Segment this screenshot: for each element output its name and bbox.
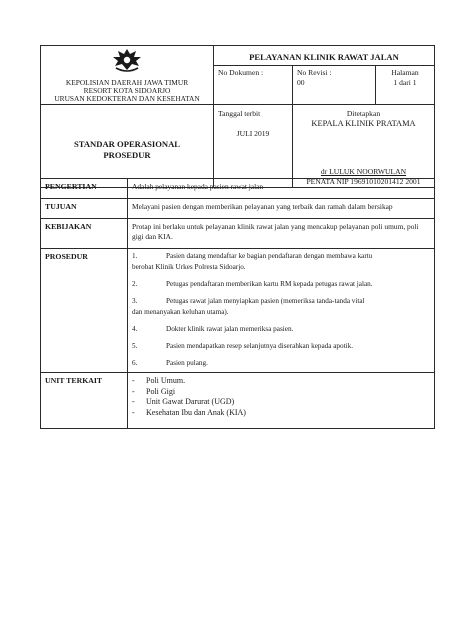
no-revisi-label: No Revisi : [297, 68, 332, 78]
list-item: - Unit Gawat Darurat (UGD) [132, 397, 235, 406]
police-emblem-icon [41, 48, 213, 77]
procedure-step-text: Petugas pendaftaran memberikan kartu RM kepada petugas rawat jalan. [166, 280, 373, 288]
procedure-step: 2. Petugas pendaftaran memberikan kartu RM kepada petugas rawat jalan. [132, 279, 430, 290]
procedure-step-text: Pasien datang mendaftar ke bagian pendaftaran dengan membawa kartu [166, 252, 373, 260]
procedure-step-text: Petugas rawat jalan menyiapkan pasien (memeriksa tanda-tanda vital [166, 297, 365, 305]
tanggal-terbit-label: Tanggal terbit [218, 108, 261, 118]
no-revisi-cell [293, 66, 376, 104]
no-dokumen-cell [214, 66, 293, 104]
procedure-step-continuation: berobat Klinik Urkes Polresta Sidoarjo. [132, 263, 246, 271]
procedure-step-text: Dokter klinik rawat jalan memeriksa pasien. [166, 325, 294, 333]
prosedur-label: PROSEDUR [41, 249, 128, 373]
procedure-step-text: Pasien pulang. [166, 359, 208, 367]
sop-title-line-2: PROSEDUR [103, 149, 151, 160]
ditetapkan-cell [293, 104, 435, 187]
procedure-step: 3. Petugas rawat jalan menyiapkan pasien (memeriksa tanda-tanda vital dan menanyakan keluhan utama). [132, 296, 430, 318]
org-line-3: URUSAN KEDOKTERAN DAN KESEHATAN [54, 94, 200, 104]
ditetapkan-by: KEPALA KLINIK PRATAMA [311, 118, 416, 128]
kebijakan-text: Protap ini berlaku untuk pelayanan klinik rawat jalan yang mencakup pelayanan poli umum, poli gigi dan KIA. [128, 219, 435, 249]
no-dokumen-label: No Dokumen : [218, 68, 264, 78]
prosedur-steps [128, 249, 435, 373]
list-item: - Kesehatan Ibu dan Anak (KIA) [132, 407, 246, 417]
pengertian-label: PENGERTIAN [41, 179, 128, 199]
procedure-step-text: Pasien mendapatkan resep selanjutnya diserahkan kepada apotik. [166, 342, 354, 350]
procedure-step-continuation: dan menanyakan keluhan utama). [132, 308, 229, 316]
unit-terkait-list [128, 373, 435, 429]
tujuan-text: Melayani pasien dengan memberikan pelayanan yang terbaik dan ramah dalam bersikap [128, 199, 435, 219]
tujuan-label: TUJUAN [41, 199, 128, 219]
halaman-value: 1 dari 1 [393, 77, 417, 87]
no-revisi-value: 00 [297, 77, 305, 87]
org-line-2: RESORT KOTA SIDOARJO [83, 86, 171, 96]
unit-terkait-label: UNIT TERKAIT [41, 373, 128, 429]
signer-nip: PENATA NIP 19691010201412 2001 [306, 176, 421, 186]
procedure-step: 5. Pasien mendapatkan resep selanjutnya diserahkan kepada apotik. [132, 341, 430, 352]
procedure-step: 4. Dokter klinik rawat jalan memeriksa pasien. [132, 324, 430, 335]
org-cell [41, 46, 214, 105]
kebijakan-label: KEBIJAKAN [41, 219, 128, 249]
signer-name: dr LULUK NOORWULAN [320, 166, 407, 176]
ditetapkan-label: Ditetapkan [346, 108, 381, 118]
pengertian-text: Adalah pelayanan kepada pasien rawat jalan [128, 179, 435, 199]
list-item: - Poli Umum. [132, 376, 186, 385]
procedure-step: 6. Pasien pulang. [132, 358, 430, 369]
sop-title-cell [41, 104, 214, 187]
sop-title-line-1: STANDAR OPERASIONAL [73, 138, 181, 149]
list-item: - Poli Gigi [132, 386, 176, 396]
procedure-step: 1. Pasien datang mendaftar ke bagian pendaftaran dengan membawa kartu berobat Klinik Urkes Polresta Sidoarjo. [132, 251, 430, 273]
halaman-label: Halaman [391, 68, 419, 78]
tanggal-terbit-cell [214, 104, 293, 187]
document-title: PELAYANAN KLINIK RAWAT JALAN [214, 46, 435, 66]
sop-header-table [40, 45, 435, 188]
org-line-1: KEPOLISIAN DAERAH JAWA TIMUR [65, 78, 189, 87]
tanggal-terbit-value: JULI 2019 [236, 128, 270, 138]
halaman-cell [376, 66, 435, 104]
sop-body-table [40, 178, 435, 429]
